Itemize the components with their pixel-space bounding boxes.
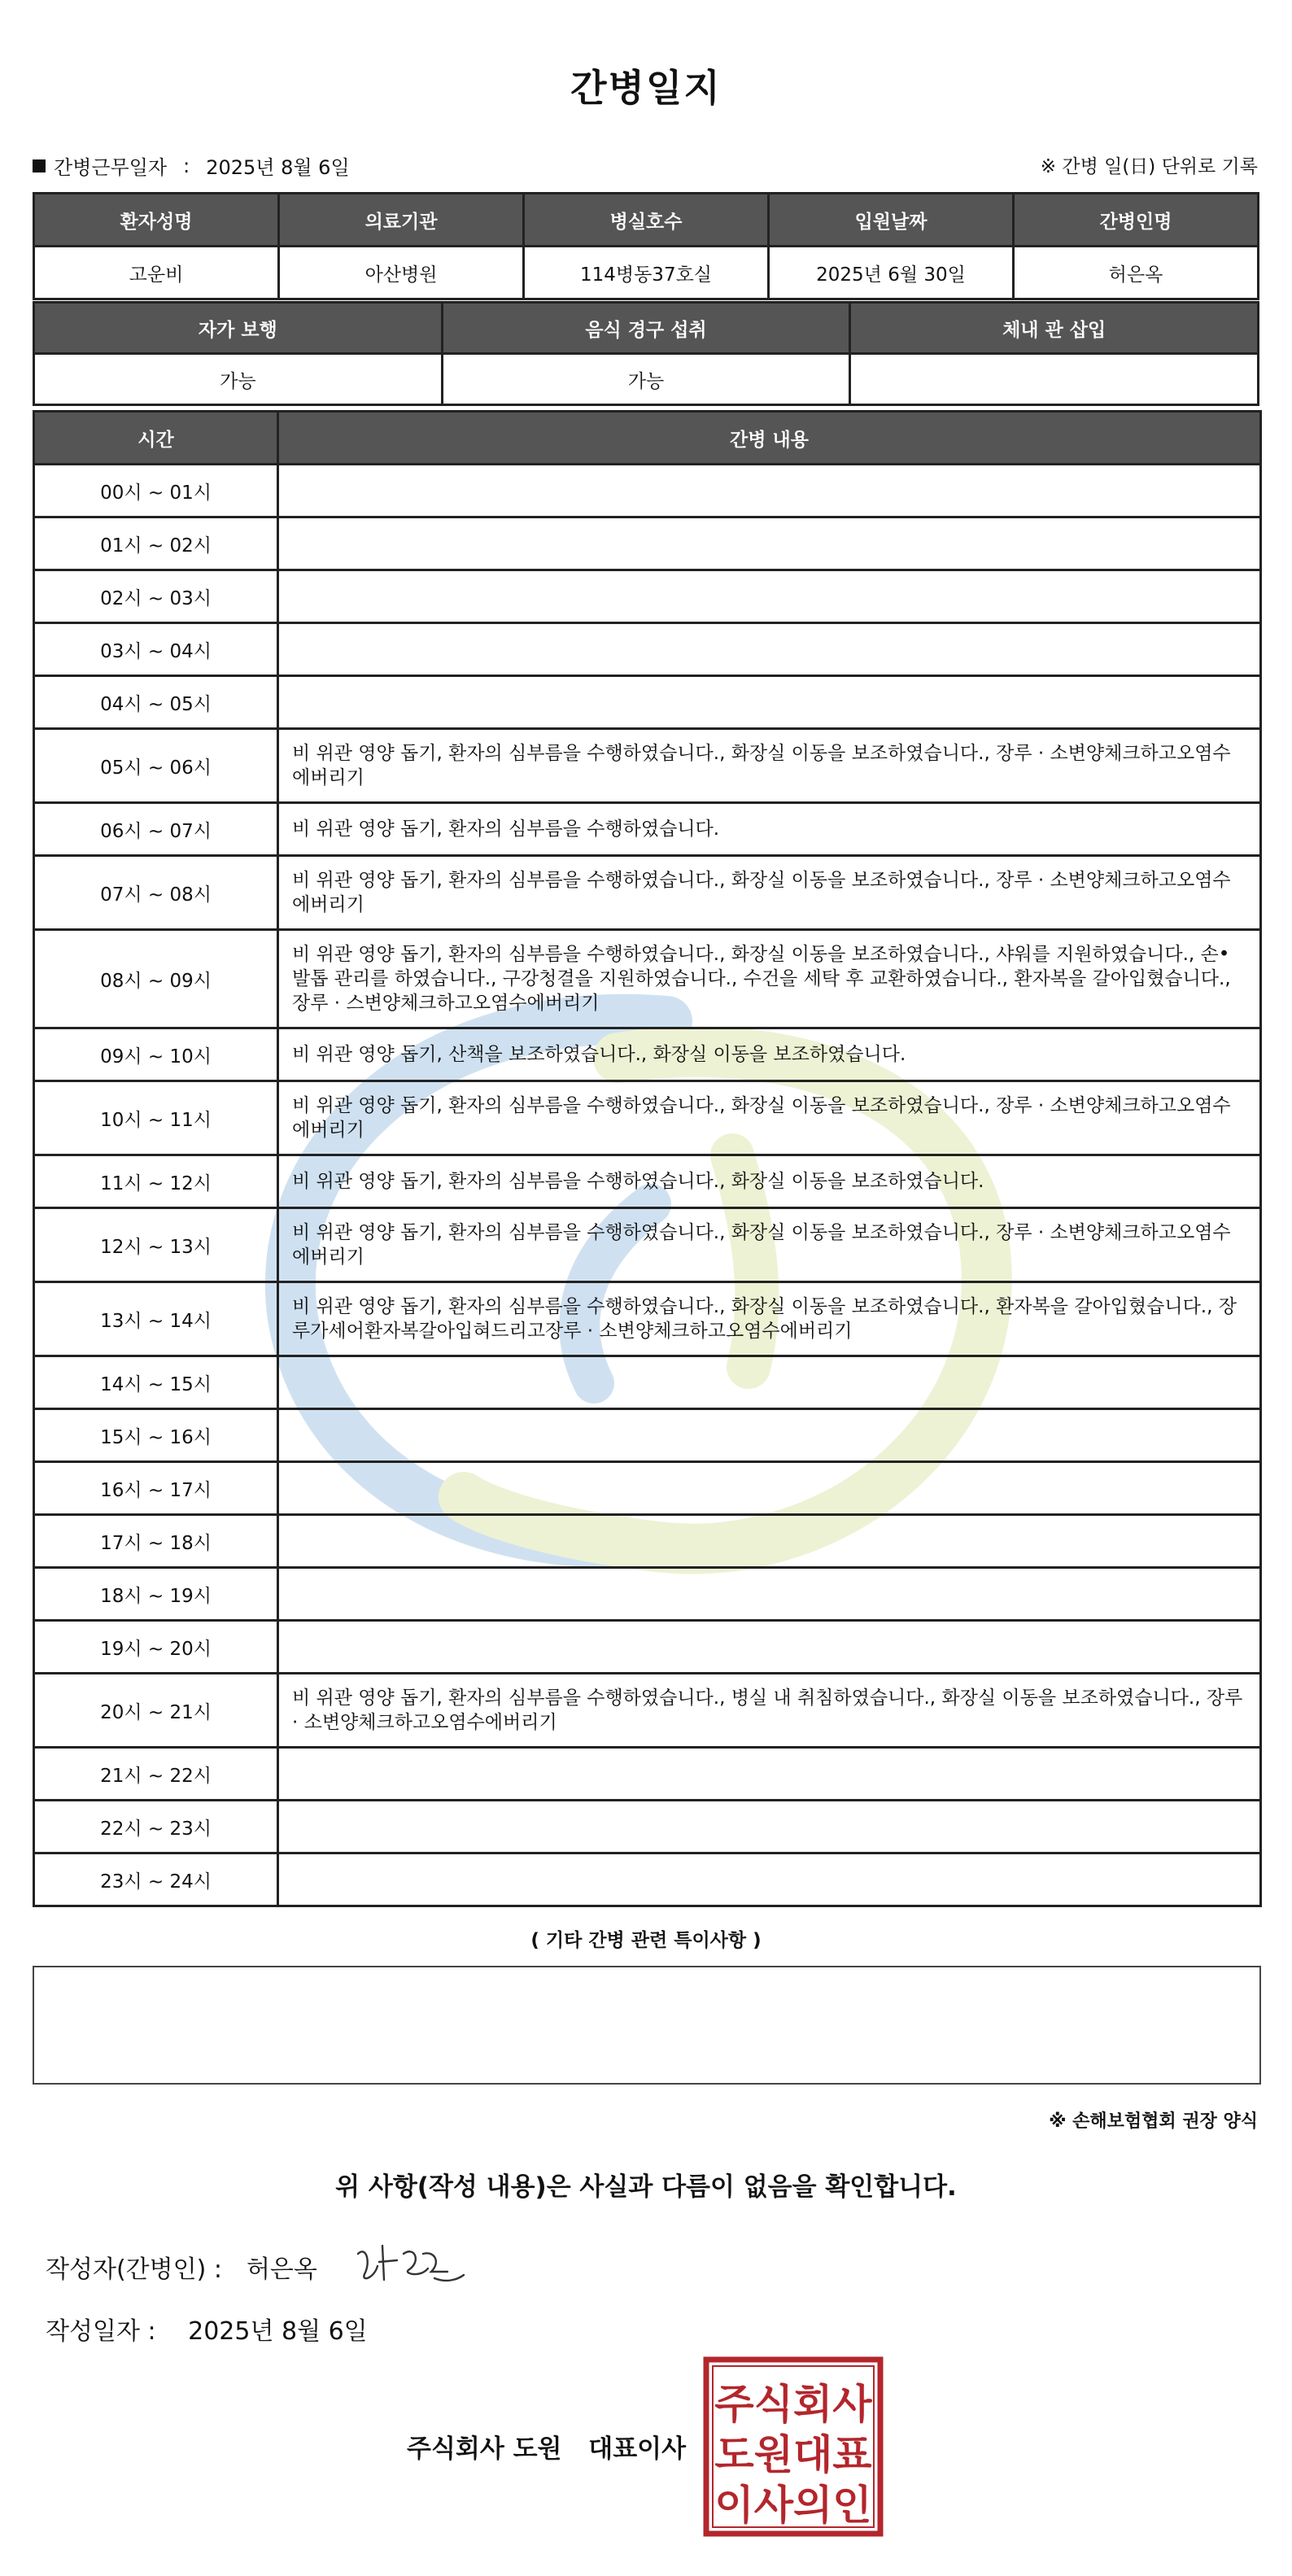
company-seal-stamp [703, 2356, 884, 2537]
log-time: 15시 ~ 16시 [34, 1409, 278, 1462]
log-content [278, 1462, 1261, 1515]
caregiver-name: 허은옥 [1014, 247, 1259, 299]
log-content [278, 1748, 1261, 1801]
writer-label: 작성자(간병인) : [46, 2255, 222, 2284]
log-time: 13시 ~ 14시 [34, 1282, 278, 1356]
log-row [34, 1801, 1261, 1853]
log-row [34, 1409, 1261, 1462]
log-time: 03시 ~ 04시 [34, 623, 278, 676]
log-row [34, 930, 1261, 1028]
special-notes-title: ( 기타 간병 관련 특이사항 ) [530, 1930, 762, 1951]
special-notes-box [33, 1966, 1261, 2085]
log-content [278, 1409, 1261, 1462]
log-row [34, 1515, 1261, 1568]
log-content: 비 위관 영양 돕기, 환자의 심부름을 수행하였습니다. [278, 803, 1261, 856]
log-time: 06시 ~ 07시 [34, 803, 278, 856]
log-content [278, 1356, 1261, 1409]
log-content [278, 1853, 1261, 1906]
log-content: 비 위관 영양 돕기, 환자의 심부름을 수행하였습니다., 화장실 이동을 보조하였습니다., 장루 · 소변양체크하고오염수에버리기 [278, 729, 1261, 803]
log-time: 22시 ~ 23시 [34, 1801, 278, 1853]
log-content [278, 517, 1261, 570]
work-date-label: 간병근무일자 [54, 156, 168, 179]
company-representative: 대표이사 [588, 2434, 687, 2464]
log-row [34, 1748, 1261, 1801]
log-row [34, 729, 1261, 803]
log-row [34, 1853, 1261, 1906]
log-content: 비 위관 영양 돕기, 환자의 심부름을 수행하였습니다., 화장실 이동을 보조하였습니다., 장루 · 소변양체크하고오염수에버리기 [278, 1208, 1261, 1282]
log-time: 21시 ~ 22시 [34, 1748, 278, 1801]
confirmation-statement: 위 사항(작성 내용)은 사실과 다름이 없음을 확인합니다. [335, 2172, 957, 2202]
tube-insertion [850, 354, 1259, 405]
log-time: 19시 ~ 20시 [34, 1621, 278, 1674]
log-time: 12시 ~ 13시 [34, 1208, 278, 1282]
log-content [278, 1621, 1261, 1674]
log-time: 09시 ~ 10시 [34, 1028, 278, 1081]
handwritten-signature [350, 2229, 472, 2294]
writer-name: 허은옥 [246, 2255, 317, 2284]
log-row [34, 676, 1261, 729]
header-oral-intake: 음식 경구 섭취 [442, 303, 850, 354]
header-time: 시간 [34, 412, 278, 465]
log-time: 07시 ~ 08시 [34, 856, 278, 930]
log-row [34, 856, 1261, 930]
header-tube-insertion: 체내 관 삽입 [850, 303, 1259, 354]
admission-date: 2025년 6월 30일 [769, 247, 1014, 299]
log-content [278, 1515, 1261, 1568]
log-content [278, 676, 1261, 729]
log-row [34, 1155, 1261, 1208]
room: 114병동37호실 [524, 247, 769, 299]
log-content: 비 위관 영양 돕기, 산책을 보조하였습니다., 화장실 이동을 보조하였습니다. [278, 1028, 1261, 1081]
header-caregiver-name: 간병인명 [1014, 194, 1259, 247]
log-content [278, 570, 1261, 623]
work-date [33, 151, 350, 180]
hospital: 아산병원 [279, 247, 524, 299]
log-content [278, 465, 1261, 517]
writing-date-label: 작성일자 : [46, 2317, 156, 2346]
log-row [34, 1674, 1261, 1748]
log-time: 10시 ~ 11시 [34, 1081, 278, 1155]
log-content [278, 623, 1261, 676]
header-patient-name: 환자성명 [34, 194, 279, 247]
log-time: 23시 ~ 24시 [34, 1853, 278, 1906]
patient-name: 고운비 [34, 247, 279, 299]
log-row [34, 570, 1261, 623]
log-time: 00시 ~ 01시 [34, 465, 278, 517]
log-content: 비 위관 영양 돕기, 환자의 심부름을 수행하였습니다., 화장실 이동을 보조하였습니다. [278, 1155, 1261, 1208]
log-time: 18시 ~ 19시 [34, 1568, 278, 1621]
patient-status-table [33, 301, 1259, 406]
oral-intake: 가능 [442, 354, 850, 405]
patient-info-table [33, 192, 1259, 300]
header-self-walking: 자가 보행 [34, 303, 443, 354]
header-admission-date: 입원날짜 [769, 194, 1014, 247]
log-content: 비 위관 영양 돕기, 환자의 심부름을 수행하였습니다., 병실 내 취침하였습니다., 화장실 이동을 보조하였습니다., 장루 · 소변양체크하고오염수에버리기 [278, 1674, 1261, 1748]
log-time: 16시 ~ 17시 [34, 1462, 278, 1515]
log-row [34, 1462, 1261, 1515]
svg-text:이사의인: 이사의인 [714, 2482, 872, 2529]
log-row [34, 1028, 1261, 1081]
log-row [34, 1568, 1261, 1621]
header-care-content: 간병 내용 [278, 412, 1261, 465]
log-row [34, 1356, 1261, 1409]
record-note: ※ 간병 일(日) 단위로 기록 [1040, 156, 1258, 177]
log-content: 비 위관 영양 돕기, 환자의 심부름을 수행하였습니다., 화장실 이동을 보조하였습니다., 환자복을 갈아입혔습니다., 장루가세어환자복갈아입혀드리고장루 · 소변양체크하고오염수에버리기 [278, 1282, 1261, 1356]
document-title: 간병일지 [570, 66, 722, 110]
company-line [407, 2428, 686, 2465]
log-content [278, 1568, 1261, 1621]
writing-date: 2025년 8월 6일 [188, 2317, 368, 2346]
log-time: 14시 ~ 15시 [34, 1356, 278, 1409]
log-time: 11시 ~ 12시 [34, 1155, 278, 1208]
header-hospital: 의료기관 [279, 194, 524, 247]
care-log-table [33, 410, 1262, 1907]
work-date-separator: : [183, 154, 190, 177]
log-time: 20시 ~ 21시 [34, 1674, 278, 1748]
log-time: 04시 ~ 05시 [34, 676, 278, 729]
log-content: 비 위관 영양 돕기, 환자의 심부름을 수행하였습니다., 화장실 이동을 보조하였습니다., 장루 · 소변양체크하고오염수에버리기 [278, 1081, 1261, 1155]
log-time: 05시 ~ 06시 [34, 729, 278, 803]
log-content: 비 위관 영양 돕기, 환자의 심부름을 수행하였습니다., 화장실 이동을 보조하였습니다., 장루 · 소변양체크하고오염수에버리기 [278, 856, 1261, 930]
log-time: 08시 ~ 09시 [34, 930, 278, 1028]
log-row [34, 803, 1261, 856]
log-row [34, 465, 1261, 517]
work-date-value: 2025년 8월 6일 [206, 156, 350, 179]
svg-text:도원대표: 도원대표 [714, 2431, 872, 2478]
log-content: 비 위관 영양 돕기, 환자의 심부름을 수행하였습니다., 화장실 이동을 보조하였습니다., 샤워를 지원하였습니다., 손•발톱 관리를 하였습니다., 구강청결을 지원하였습니다., 수건을 세탁 후 교환하였습니다., 환자복을 갈아입혔습니다., 장루 · 스변양체크하고오염수에버리기 [278, 930, 1261, 1028]
log-row [34, 1208, 1261, 1282]
writer-line [46, 2249, 317, 2285]
log-row [34, 517, 1261, 570]
log-row [34, 1621, 1261, 1674]
self-walking: 가능 [34, 354, 443, 405]
log-time: 17시 ~ 18시 [34, 1515, 278, 1568]
log-time: 01시 ~ 02시 [34, 517, 278, 570]
svg-text:주식회사: 주식회사 [714, 2381, 872, 2428]
company-name: 주식회사 도원 [407, 2434, 562, 2464]
log-content [278, 1801, 1261, 1853]
log-row [34, 623, 1261, 676]
log-row [34, 1282, 1261, 1356]
log-time: 02시 ~ 03시 [34, 570, 278, 623]
form-note: ※ 손해보험협회 권장 양식 [1049, 2111, 1258, 2132]
log-row [34, 1081, 1261, 1155]
header-room: 병실호수 [524, 194, 769, 247]
writing-date-line [46, 2311, 368, 2347]
bullet-square-icon [33, 159, 46, 172]
